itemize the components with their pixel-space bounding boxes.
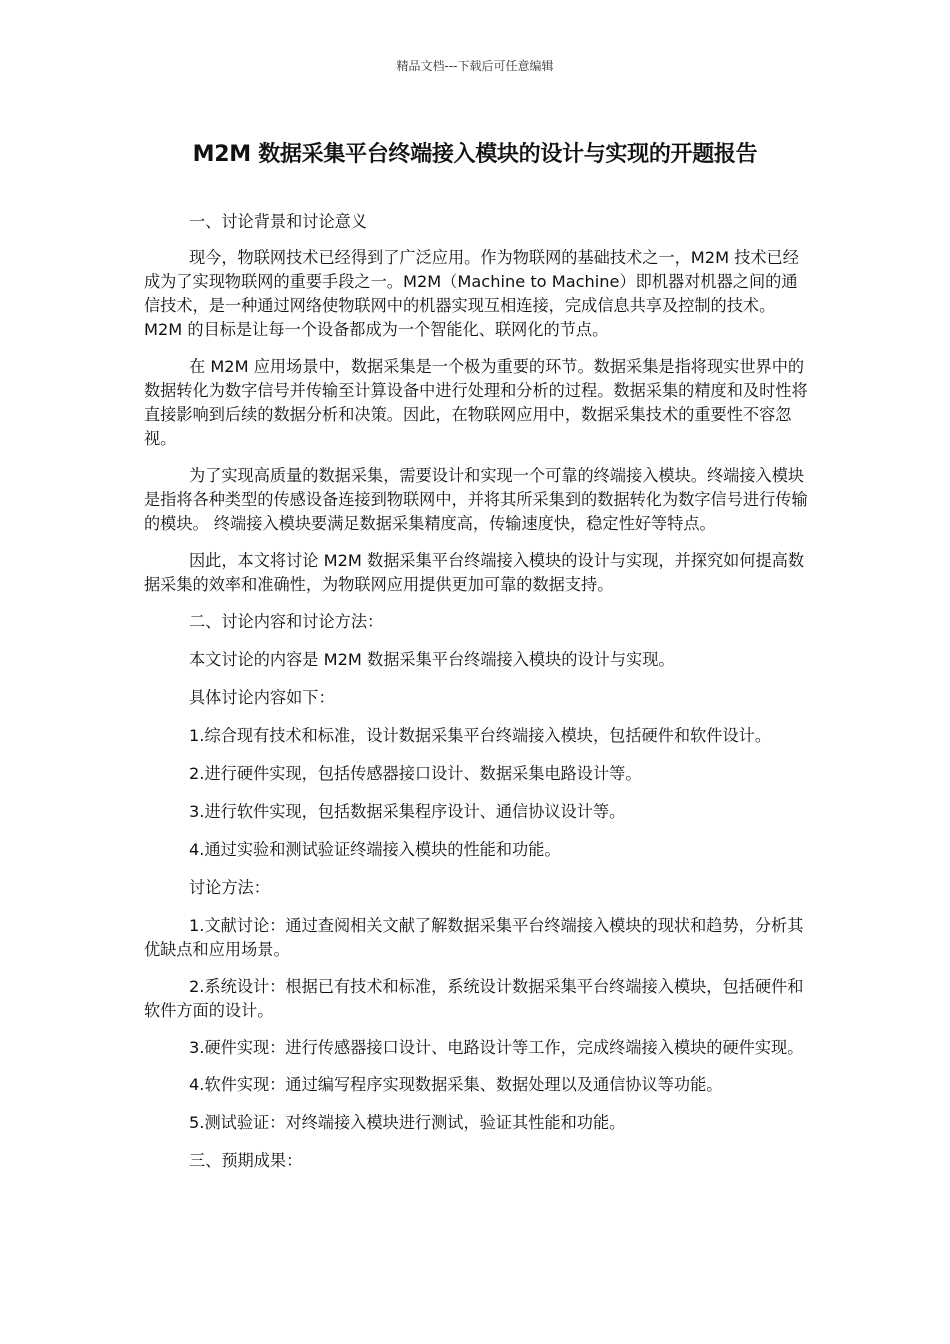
section-heading-2: 二、讨论内容和讨论方法： xyxy=(189,612,384,631)
page-header: 精品文档---下载后可任意编辑 xyxy=(396,59,554,73)
list-item-method-4: 4.软件实现：通过编写程序实现数据采集、数据处理以及通信协议等功能。 xyxy=(189,1075,723,1094)
document-body xyxy=(144,210,812,1173)
list-item-method-3: 3.硬件实现：进行传感器接口设计、电路设计等工作，完成终端接入模块的硬件实现。 xyxy=(189,1038,804,1057)
document-title: M2M 数据采集平台终端接入模块的设计与实现的开题报告 xyxy=(192,142,758,167)
paragraph-background: 现今，物联网技术已经得到了广泛应用。作为物联网的基础技术之一，M2M 技术已经成为了实现物联网的重要手段之一。M2M（Machine to Machine）即机器对机器之间的通信技术，是一种通过网络使物联网中的机器实现互相连接，完成信息共享及控制的技术。M2M 的目标是让每一个设备都成为一个智能化、联网化的节点。 xyxy=(144,248,799,339)
paragraph-terminal-module: 为了实现高质量的数据采集，需要设计和实现一个可靠的终端接入模块。终端接入模块是指将各种类型的传感设备连接到物联网中，并将其所采集到的数据转化为数字信号进行传输的模块。 终端接入模块要满足数据采集精度高，传输速度快，稳定性好等特点。 xyxy=(144,466,808,533)
paragraph-methods-intro: 讨论方法： xyxy=(189,878,270,897)
list-item-method-1: 1.文献讨论：通过查阅相关文献了解数据采集平台终端接入模块的现状和趋势，分析其优缺点和应用场景。 xyxy=(144,916,804,959)
section-heading-1: 一、讨论背景和讨论意义 xyxy=(189,212,368,231)
paragraph-data-collection: 在 M2M 应用场景中，数据采集是一个极为重要的环节。数据采集是指将现实世界中的数据转化为数字信号并传输至计算设备中进行处理和分析的过程。数据采集的精度和及时性将直接影响到后续的数据分析和决策。因此，在物联网应用中，数据采集技术的重要性不容忽视。 xyxy=(144,357,808,448)
list-item-method-5: 5.测试验证：对终端接入模块进行测试，验证其性能和功能。 xyxy=(189,1113,626,1132)
paragraph-purpose: 因此，本文将讨论 M2M 数据采集平台终端接入模块的设计与实现，并探究如何提高数据采集的效率和准确性，为物联网应用提供更加可靠的数据支持。 xyxy=(144,551,805,594)
section-heading-3: 三、预期成果： xyxy=(189,1151,303,1170)
list-item-method-2: 2.系统设计：根据已有技术和标准，系统设计数据采集平台终端接入模块，包括硬件和软件方面的设计。 xyxy=(144,977,804,1020)
list-item-content-3: 3.进行软件实现，包括数据采集程序设计、通信协议设计等。 xyxy=(189,802,626,821)
list-item-content-2: 2.进行硬件实现，包括传感器接口设计、数据采集电路设计等。 xyxy=(189,764,642,783)
list-item-content-4: 4.通过实验和测试验证终端接入模块的性能和功能。 xyxy=(189,840,561,859)
paragraph-content-intro: 本文讨论的内容是 M2M 数据采集平台终端接入模块的设计与实现。 xyxy=(189,650,675,669)
list-item-content-1: 1.综合现有技术和标准，设计数据采集平台终端接入模块，包括硬件和软件设计。 xyxy=(189,726,772,745)
paragraph-content-list-intro: 具体讨论内容如下： xyxy=(189,688,335,707)
